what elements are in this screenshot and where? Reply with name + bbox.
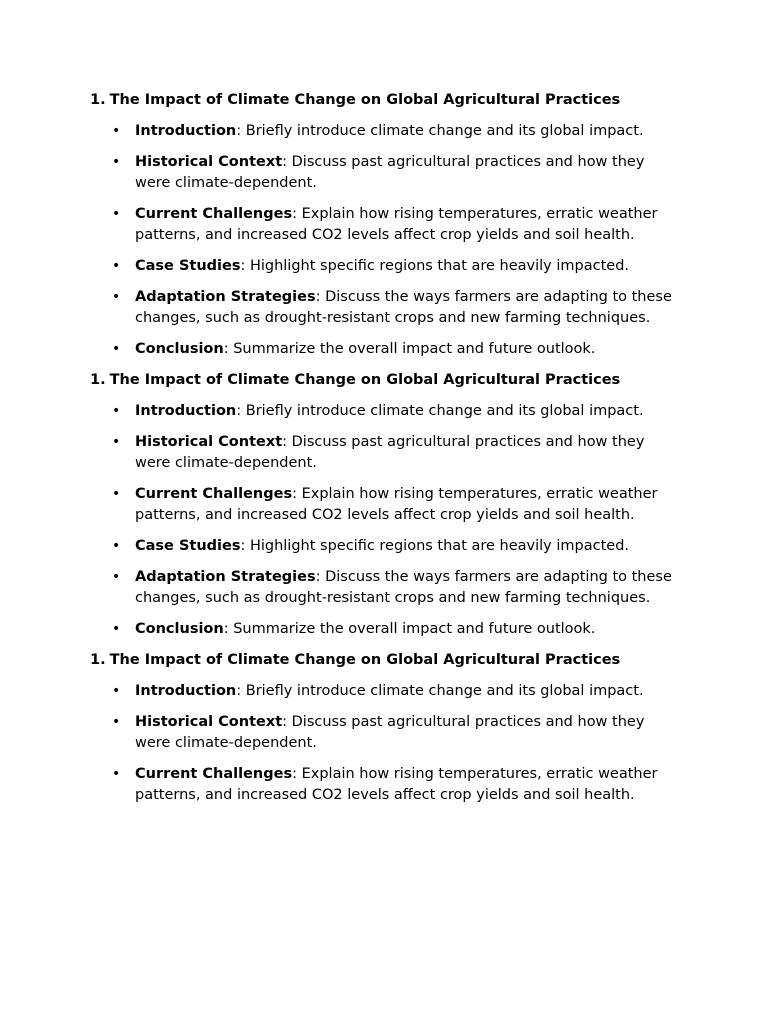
- item-term: Current Challenges: [135, 486, 293, 502]
- item-text: : Discuss the ways farmers are adapting to these changes, such as drought-resistant crops and new farming techniques.: [135, 569, 672, 606]
- item-term: Introduction: [135, 123, 237, 139]
- section-heading: [90, 370, 680, 391]
- list-item: [90, 567, 680, 609]
- outline-section: [90, 370, 680, 640]
- bullet-icon: •: [112, 206, 121, 222]
- list-item: [90, 256, 680, 277]
- list-item: [90, 764, 680, 806]
- item-term: Historical Context: [135, 434, 283, 450]
- item-term: Current Challenges: [135, 206, 293, 222]
- bullet-icon: •: [112, 123, 121, 139]
- bullet-icon: •: [112, 766, 121, 782]
- item-term: Introduction: [135, 403, 237, 419]
- section-number: 1.: [90, 92, 106, 108]
- item-term: Adaptation Strategies: [135, 569, 316, 585]
- list-item: [90, 432, 680, 474]
- section-title: The Impact of Climate Change on Global Agricultural Practices: [109, 652, 621, 668]
- outline-section: [90, 90, 680, 360]
- bullet-icon: •: [112, 403, 121, 419]
- list-item: [90, 204, 680, 246]
- list-item: [90, 152, 680, 194]
- bullet-icon: •: [112, 621, 121, 637]
- item-text: : Explain how rising temperatures, erratic weather patterns, and increased CO2 levels affect crop yields and soil health.: [135, 486, 658, 523]
- item-term: Case Studies: [135, 538, 241, 554]
- item-term: Case Studies: [135, 258, 241, 274]
- section-number: 1.: [90, 652, 106, 668]
- bullet-icon: •: [112, 683, 121, 699]
- item-text: : Discuss the ways farmers are adapting to these changes, such as drought-resistant crops and new farming techniques.: [135, 289, 672, 326]
- list-item: [90, 681, 680, 702]
- item-text: : Discuss past agricultural practices and how they were climate-dependent.: [135, 154, 645, 191]
- item-term: Historical Context: [135, 714, 283, 730]
- bullet-icon: •: [112, 289, 121, 305]
- bullet-icon: •: [112, 486, 121, 502]
- item-text: : Briefly introduce climate change and its global impact.: [236, 403, 644, 419]
- item-term: Adaptation Strategies: [135, 289, 316, 305]
- bullet-icon: •: [112, 714, 121, 730]
- list-item: [90, 401, 680, 422]
- item-text: : Explain how rising temperatures, erratic weather patterns, and increased CO2 levels affect crop yields and soil health.: [135, 766, 658, 803]
- item-text: : Briefly introduce climate change and its global impact.: [236, 123, 644, 139]
- bullet-icon: •: [112, 569, 121, 585]
- document-body: [90, 90, 680, 816]
- item-text: : Briefly introduce climate change and its global impact.: [236, 683, 644, 699]
- section-title: The Impact of Climate Change on Global Agricultural Practices: [109, 372, 621, 388]
- list-item: [90, 712, 680, 754]
- list-item: [90, 484, 680, 526]
- item-text: : Explain how rising temperatures, erratic weather patterns, and increased CO2 levels affect crop yields and soil health.: [135, 206, 658, 243]
- bullet-icon: •: [112, 154, 121, 170]
- item-term: Current Challenges: [135, 766, 293, 782]
- item-term: Conclusion: [135, 341, 224, 357]
- bullet-list: [90, 121, 680, 360]
- section-number: 1.: [90, 372, 106, 388]
- bullet-icon: •: [112, 434, 121, 450]
- bullet-list: [90, 681, 680, 806]
- item-text: : Discuss past agricultural practices and how they were climate-dependent.: [135, 714, 645, 751]
- item-text: : Summarize the overall impact and future outlook.: [223, 621, 596, 637]
- item-term: Conclusion: [135, 621, 224, 637]
- section-heading: [90, 90, 680, 111]
- list-item: [90, 287, 680, 329]
- list-item: [90, 536, 680, 557]
- bullet-icon: •: [112, 538, 121, 554]
- item-text: : Discuss past agricultural practices and how they were climate-dependent.: [135, 434, 645, 471]
- list-item: [90, 619, 680, 640]
- bullet-list: [90, 401, 680, 640]
- list-item: [90, 339, 680, 360]
- item-text: : Highlight specific regions that are heavily impacted.: [240, 258, 630, 274]
- section-heading: [90, 650, 680, 671]
- item-term: Introduction: [135, 683, 237, 699]
- outline-section: [90, 650, 680, 806]
- section-title: The Impact of Climate Change on Global Agricultural Practices: [109, 92, 621, 108]
- item-text: : Highlight specific regions that are heavily impacted.: [240, 538, 630, 554]
- item-term: Historical Context: [135, 154, 283, 170]
- bullet-icon: •: [112, 258, 121, 274]
- item-text: : Summarize the overall impact and future outlook.: [223, 341, 596, 357]
- list-item: [90, 121, 680, 142]
- bullet-icon: •: [112, 341, 121, 357]
